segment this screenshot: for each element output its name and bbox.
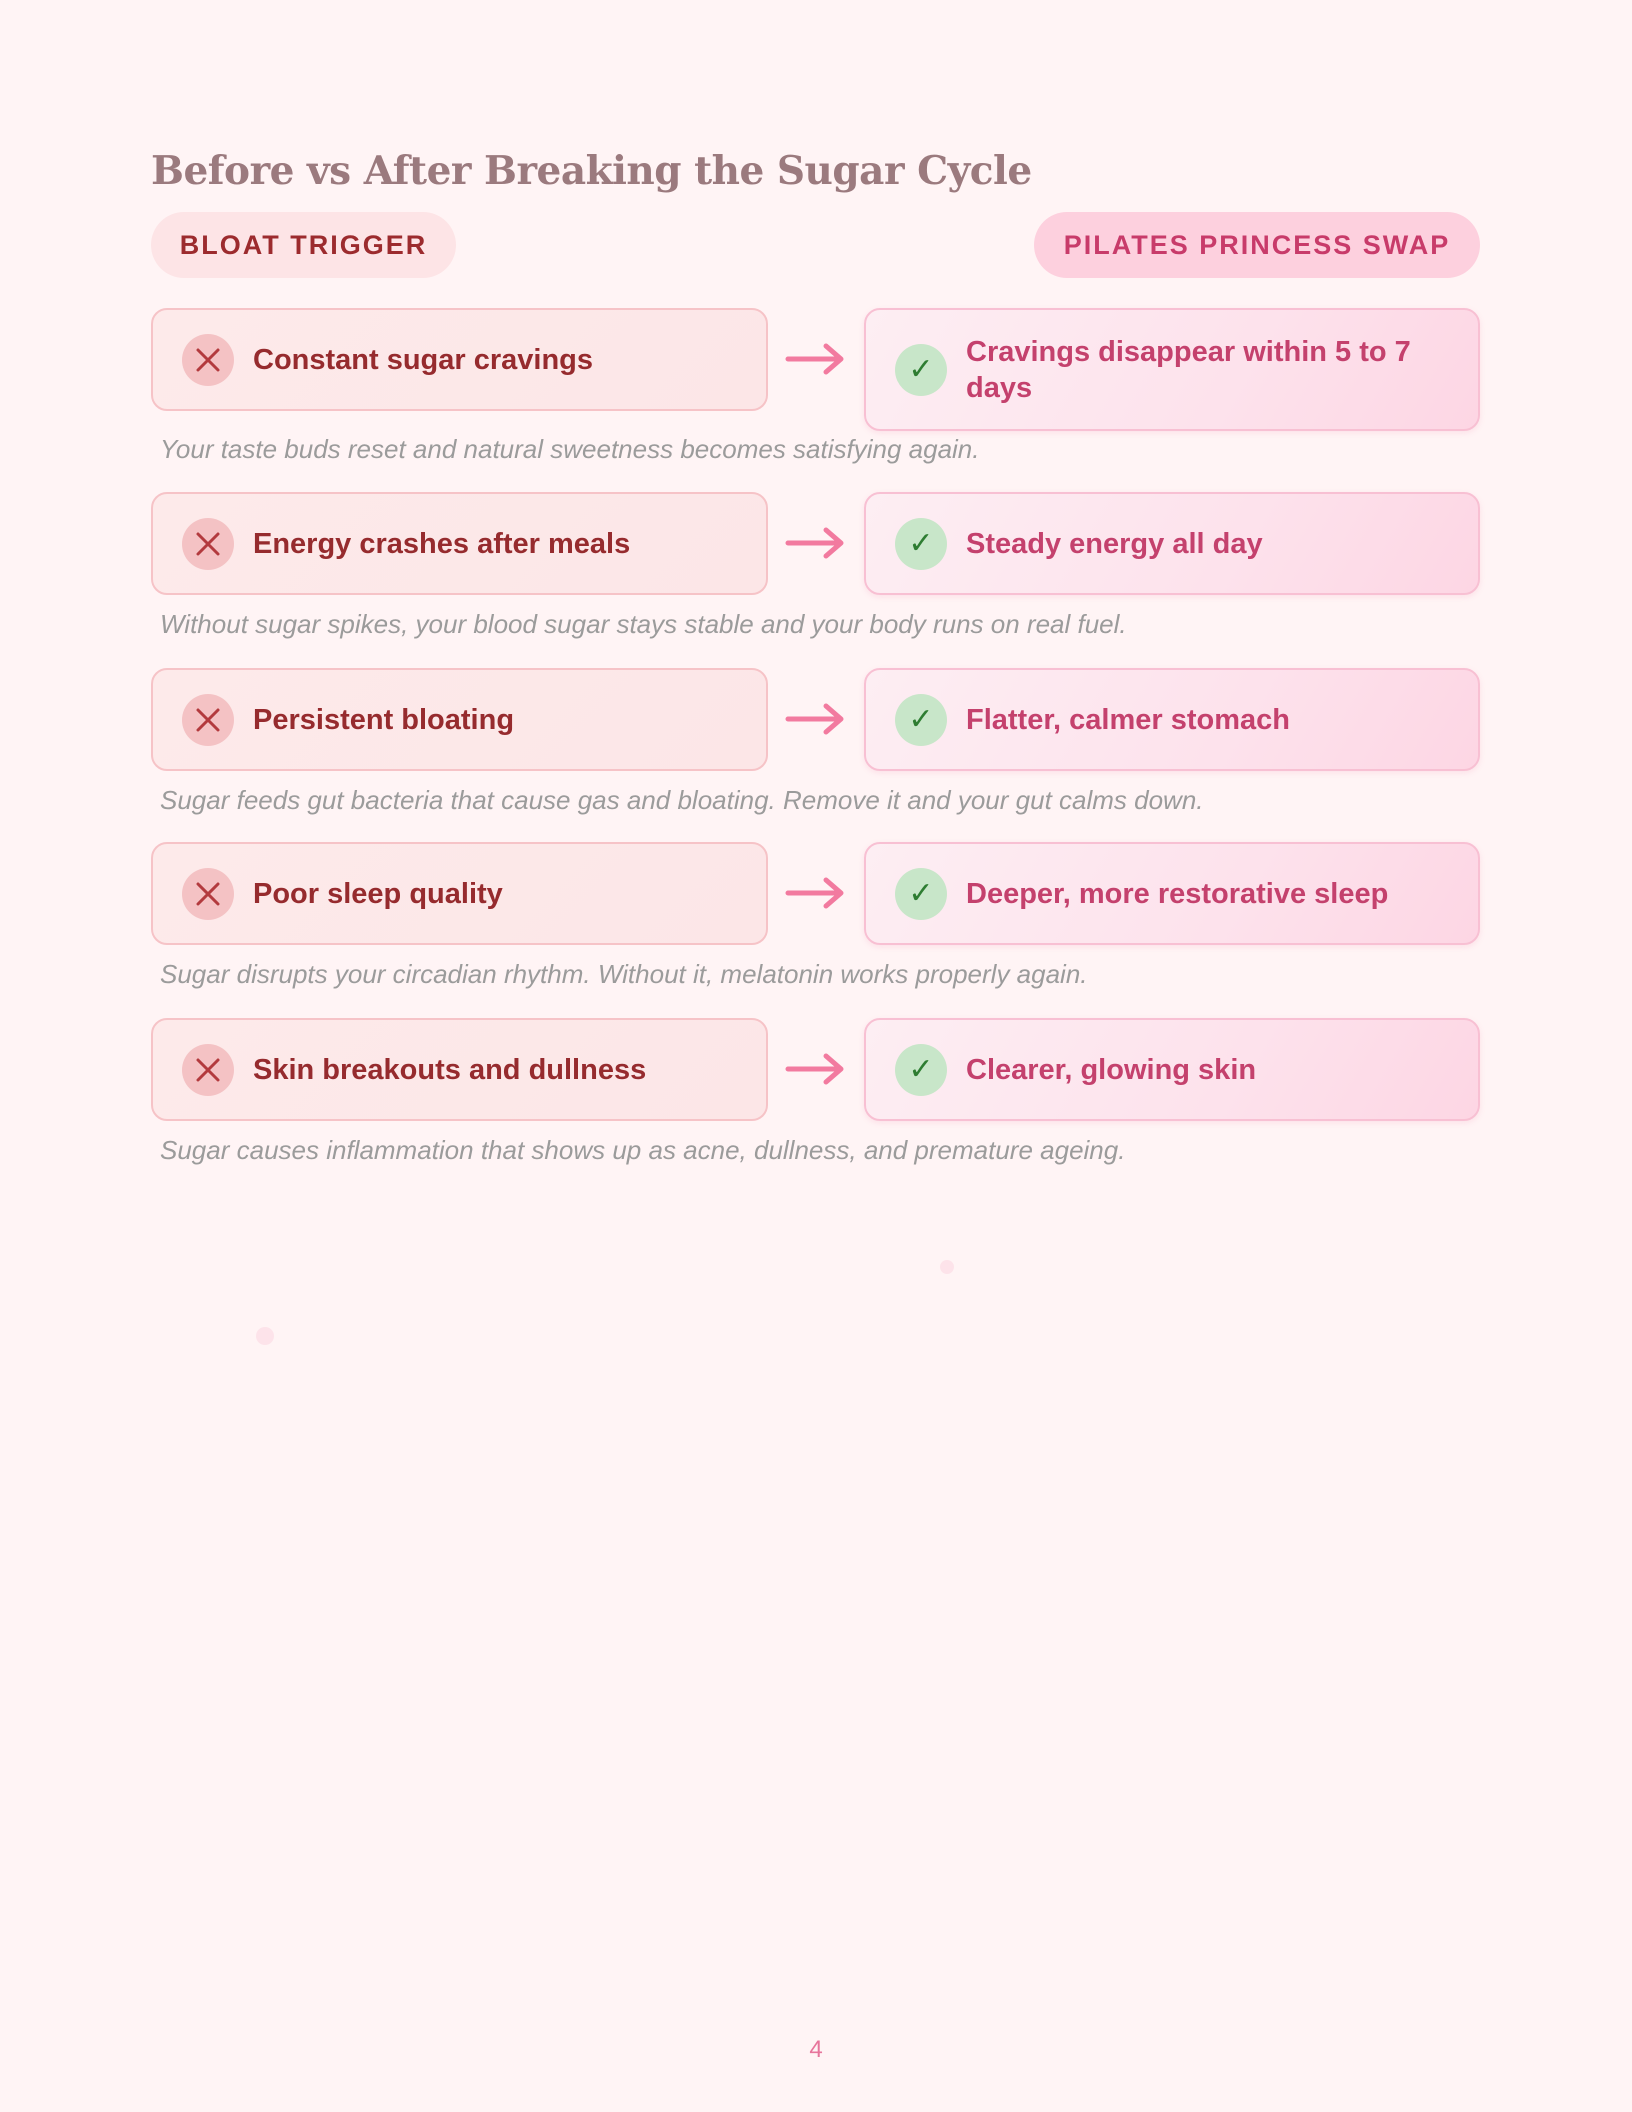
pilates-princess-swap-header: PILATES PRINCESS SWAP [1034, 212, 1480, 278]
check-icon: ✓ [895, 694, 947, 746]
swap-text: Flatter, calmer stomach [966, 703, 1290, 736]
decorative-dot [256, 1327, 274, 1345]
explanation-note: Sugar feeds gut bacteria that cause gas and bloating. Remove it and your gut calms down. [160, 785, 1204, 815]
trigger-text: Poor sleep quality [253, 877, 503, 910]
swap-text: Steady energy all day [966, 527, 1263, 560]
trigger-text: Energy crashes after meals [253, 527, 631, 560]
check-icon: ✓ [895, 344, 947, 396]
trigger-card [151, 842, 768, 945]
swap-text: Cravings disappear within 5 to 7 days [966, 335, 1411, 404]
swap-card [864, 668, 1480, 771]
x-icon [182, 518, 234, 570]
explanation-note: Without sugar spikes, your blood sugar stays stable and your body runs on real fuel. [160, 609, 1127, 639]
arrow-right-icon [782, 873, 848, 913]
x-icon [182, 868, 234, 920]
trigger-card [151, 308, 768, 411]
trigger-card [151, 1018, 768, 1121]
swap-text: Deeper, more restorative sleep [966, 877, 1389, 910]
x-icon [182, 334, 234, 386]
trigger-text: Skin breakouts and dullness [253, 1053, 647, 1086]
trigger-text: Constant sugar cravings [253, 343, 594, 376]
swap-card [864, 842, 1480, 945]
arrow-right-icon [782, 699, 848, 739]
x-icon [182, 1044, 234, 1096]
swap-text: Clearer, glowing skin [966, 1053, 1257, 1086]
bloat-trigger-header: BLOAT TRIGGER [151, 212, 456, 278]
arrow-right-icon [782, 339, 848, 379]
explanation-note: Your taste buds reset and natural sweetness becomes satisfying again. [160, 434, 980, 464]
arrow-right-icon [782, 523, 848, 563]
trigger-card [151, 668, 768, 771]
page-title: Before vs After Breaking the Sugar Cycle [151, 148, 1032, 194]
check-icon: ✓ [895, 518, 947, 570]
swap-card [864, 1018, 1480, 1121]
arrow-right-icon [782, 1049, 848, 1089]
explanation-note: Sugar causes inflammation that shows up as acne, dullness, and premature ageing. [160, 1135, 1126, 1165]
decorative-dot [940, 1260, 954, 1274]
explanation-note: Sugar disrupts your circadian rhythm. Without it, melatonin works properly again. [160, 959, 1088, 989]
check-icon: ✓ [895, 868, 947, 920]
x-icon [182, 694, 234, 746]
check-icon: ✓ [895, 1044, 947, 1096]
trigger-card [151, 492, 768, 595]
swap-card [864, 308, 1480, 431]
swap-card [864, 492, 1480, 595]
page-number: 4 [809, 2036, 823, 2063]
trigger-text: Persistent bloating [253, 703, 515, 736]
